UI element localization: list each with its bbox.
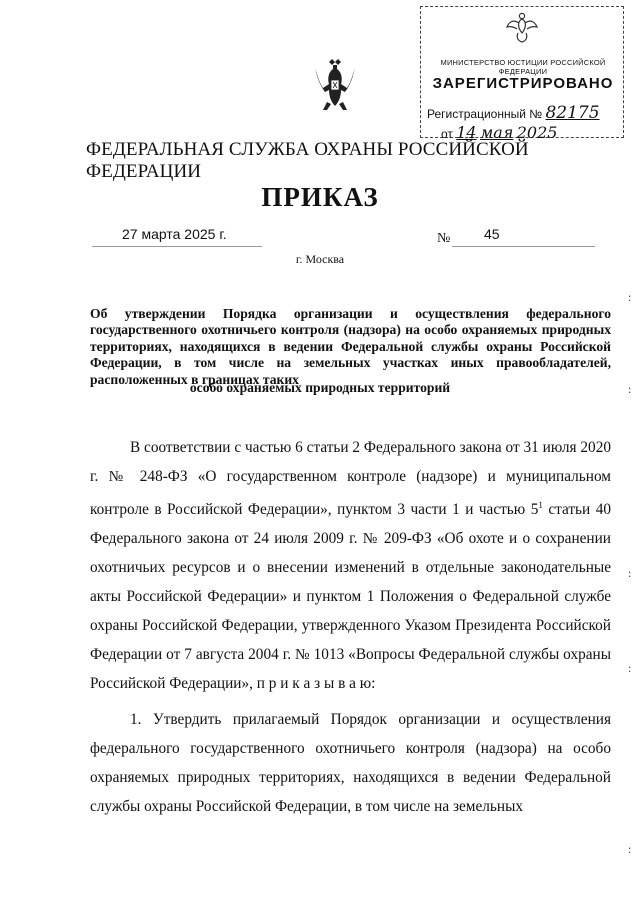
- order-number-line: [452, 226, 595, 247]
- coat-of-arms-icon: [313, 58, 357, 116]
- document-title-last-line: особо охраняемых природных территорий: [189, 380, 451, 395]
- stamp-date-month: мая: [479, 123, 514, 142]
- stamp-ministry: МИНИСТЕРСТВО ЮСТИЦИИ РОССИЙСКОЙ ФЕДЕРАЦИИ: [440, 58, 606, 76]
- margin-mark: :: [628, 566, 632, 580]
- order-number: [437, 226, 595, 246]
- margin-mark: :: [628, 842, 632, 856]
- city: г. Москва: [295, 252, 345, 266]
- margin-mark: :: [628, 661, 632, 675]
- paragraph-preamble-part1: В соответствии с частью 6 статьи 2 Федерального закона от 31 июля 2020 г. № 248-ФЗ «О государственном контроле (надзоре) и муниципальном контроле в Российской Федерации», пунктом 3 части 1 и частью 5: [90, 439, 611, 519]
- stamp-date-day: 14: [456, 123, 477, 142]
- document-type: ПРИКАЗ: [261, 182, 379, 212]
- document-title: Об утверждении Порядка организации и осуществления федерального государственного охотничьего контроля (надзора) на особо охраняемых природных территориях, находящихся в ведении Федеральной службы охраны Российской Федерации, в том числе на земельных участках иных правообладателей, расположенных в границах таких: [90, 306, 611, 387]
- organization-name: ФЕДЕРАЛЬНАЯ СЛУЖБА ОХРАНЫ РОССИЙСКОЙ ФЕДЕРАЦИИ: [86, 139, 529, 182]
- stamp-reg-number: 82175: [545, 103, 600, 123]
- stamp-reg-label: Регистрационный №: [427, 107, 543, 121]
- registration-stamp: [420, 6, 624, 142]
- superscript: 1: [538, 500, 543, 510]
- stamp-date-prefix: от: [441, 127, 453, 141]
- paragraph-item-1: 1. Утвердить прилагаемый Порядок организации и осуществления федерального государственного охотничьего контроля (надзора) на особо охраняемых природных территориях, находящихся в ведении Федеральной службы охраны Российской Федерации, в том числе на земельных: [90, 711, 611, 815]
- stamp-emblem-icon: [505, 11, 539, 45]
- margin-mark: :: [628, 290, 632, 304]
- stamp-title: ЗАРЕГИСТРИРОВАНО: [432, 75, 614, 92]
- paragraph-preamble-part2: статьи 40 Федерального закона от 24 июля 2009 г. № 209-ФЗ «Об охоте и о сохранении охотничьих ресурсов и о внесении изменений в отдельные законодательные акты Российской Федерации» и пунктом 1 Положения о Федеральной службе охраны Российской Федерации, утвержденного Указом Президента Российской Федерации от 7 августа 2004 г. № 1013 «Вопросы Федеральной службы охраны Российской Федерации», п р и к а з ы в а ю:: [90, 501, 611, 693]
- number-sign: №: [437, 231, 451, 246]
- stamp-registration: [427, 103, 600, 123]
- order-date: [92, 226, 262, 247]
- margin-mark: :: [628, 382, 632, 396]
- order-number-text: 45: [484, 226, 500, 242]
- paragraph-preamble: [90, 433, 611, 698]
- order-date-text: 27 марта 2025 г.: [122, 226, 227, 242]
- stamp-date-year: 2025: [516, 123, 558, 142]
